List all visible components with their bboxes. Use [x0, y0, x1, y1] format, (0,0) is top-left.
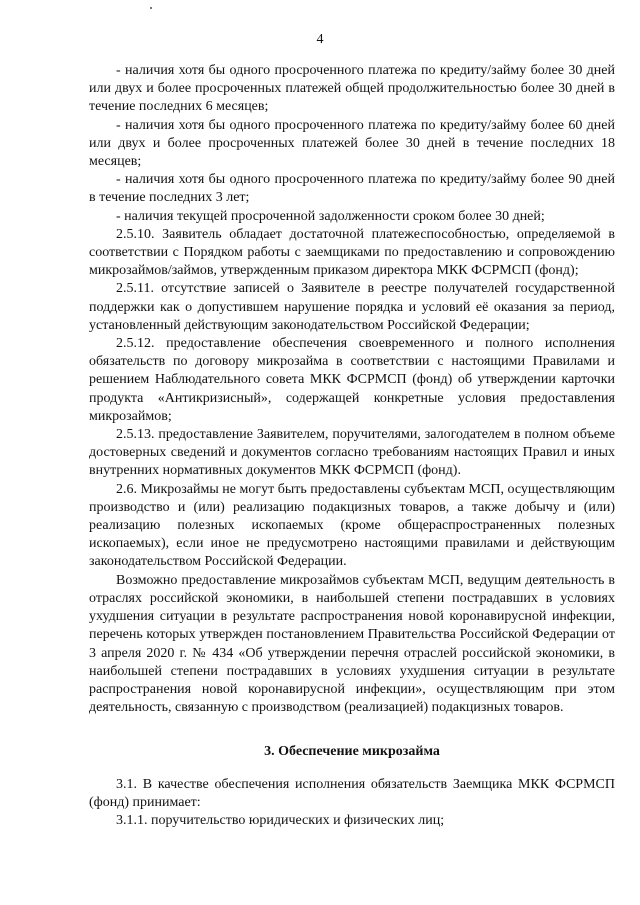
- paragraph-3-1: 3.1. В качестве обеспечения исполнения обязательств Заемщика МКК ФСРМСП (фонд) принимает:: [89, 776, 615, 810]
- page-content: [89, 62, 615, 830]
- section-heading: 3. Обеспечение микрозайма: [264, 744, 440, 760]
- paragraph-bullet-current-debt: - наличия текущей просроченной задолженности сроком более 30 дней;: [116, 208, 545, 224]
- paragraph-2-5-11: 2.5.11. отсутствие записей о Заявителе в реестре получателей государственной поддержки как о допустившем нарушение порядка и условий её оказания за период, установленный действующим законодательством Российской Федерации;: [89, 281, 615, 333]
- paragraph-bullet-18-months: - наличия хотя бы одного просроченного платежа по кредиту/займу более 60 дней или двух и более просроченных платежей более 30 дней в течение последних 18 месяцев;: [89, 117, 615, 170]
- paragraph-2-6: 2.6. Микрозаймы не могут быть предоставлены субъектам МСП, осуществляющим производство и (или) реализацию подакцизных товаров, а также добычу и (или) реализацию полезных ископаемых (кроме общераспространенных полезных ископаемых), если иное не предусмотрено настоящими правилами и действующим законодательством Российской Федерации.: [89, 481, 615, 570]
- paragraph-2-5-10: 2.5.10. Заявитель обладает достаточной платежеспособностью, определяемой в соответствии с Порядком работы с заемщиками по предоставлению и сопровождению микрозаймов/займов, утвержденным приказом директора МКК ФСРМСП (фонд);: [89, 226, 615, 279]
- paragraph-bullet-6-months: - наличия хотя бы одного просроченного платежа по кредиту/займу более 30 дней или двух и более просроченных платежей общей продолжительностью более 30 дней в течение последних 6 месяцев;: [89, 63, 615, 115]
- paragraph-2-5-12: 2.5.12. предоставление обеспечения своевременного и полного исполнения обязательств по договору микрозайма в соответствии с настоящими Правилами и решением Наблюдательного совета МКК ФСРМСП (фонд) об утверждении карточки продукта «Антикризисный», содержащей конкретные условия предоставления микрозаймов;: [89, 336, 615, 424]
- paragraph-3-1-1: 3.1.1. поручительство юридических и физических лиц;: [116, 812, 445, 828]
- paragraph-2-6-exception: Возможно предоставление микрозаймов субъектам МСП, ведущим деятельность в отраслях российской экономики, в наибольшей степени пострадавших в условиях ухудшения ситуации в результате распространения новой коронавирусной инфекции, перечень которых утвержден постановлением Правительства Российской Федерации от 3 апреля 2020 г. № 434 «Об утверждении перечня отраслей российской экономики, в наибольшей степени пострадавших в условиях ухудшения ситуации в результате распространения новой коронавирусной инфекции», осуществляющим при этом деятельность, связанную с производством (реализацией) подакцизных товаров.: [89, 572, 615, 716]
- scan-speck: [150, 7, 152, 9]
- page-number: 4: [316, 32, 324, 47]
- paragraph-bullet-3-years: - наличия хотя бы одного просроченного платежа по кредиту/займу более 90 дней в течение последних 3 лет;: [89, 172, 615, 206]
- paragraph-2-5-13: 2.5.13. предоставление Заявителем, поручителями, залогодателем в полном объеме достоверных сведений и документов согласно требованиям настоящих Правил и иных внутренних нормативных документов МКК ФСРМСП (фонд).: [89, 427, 615, 479]
